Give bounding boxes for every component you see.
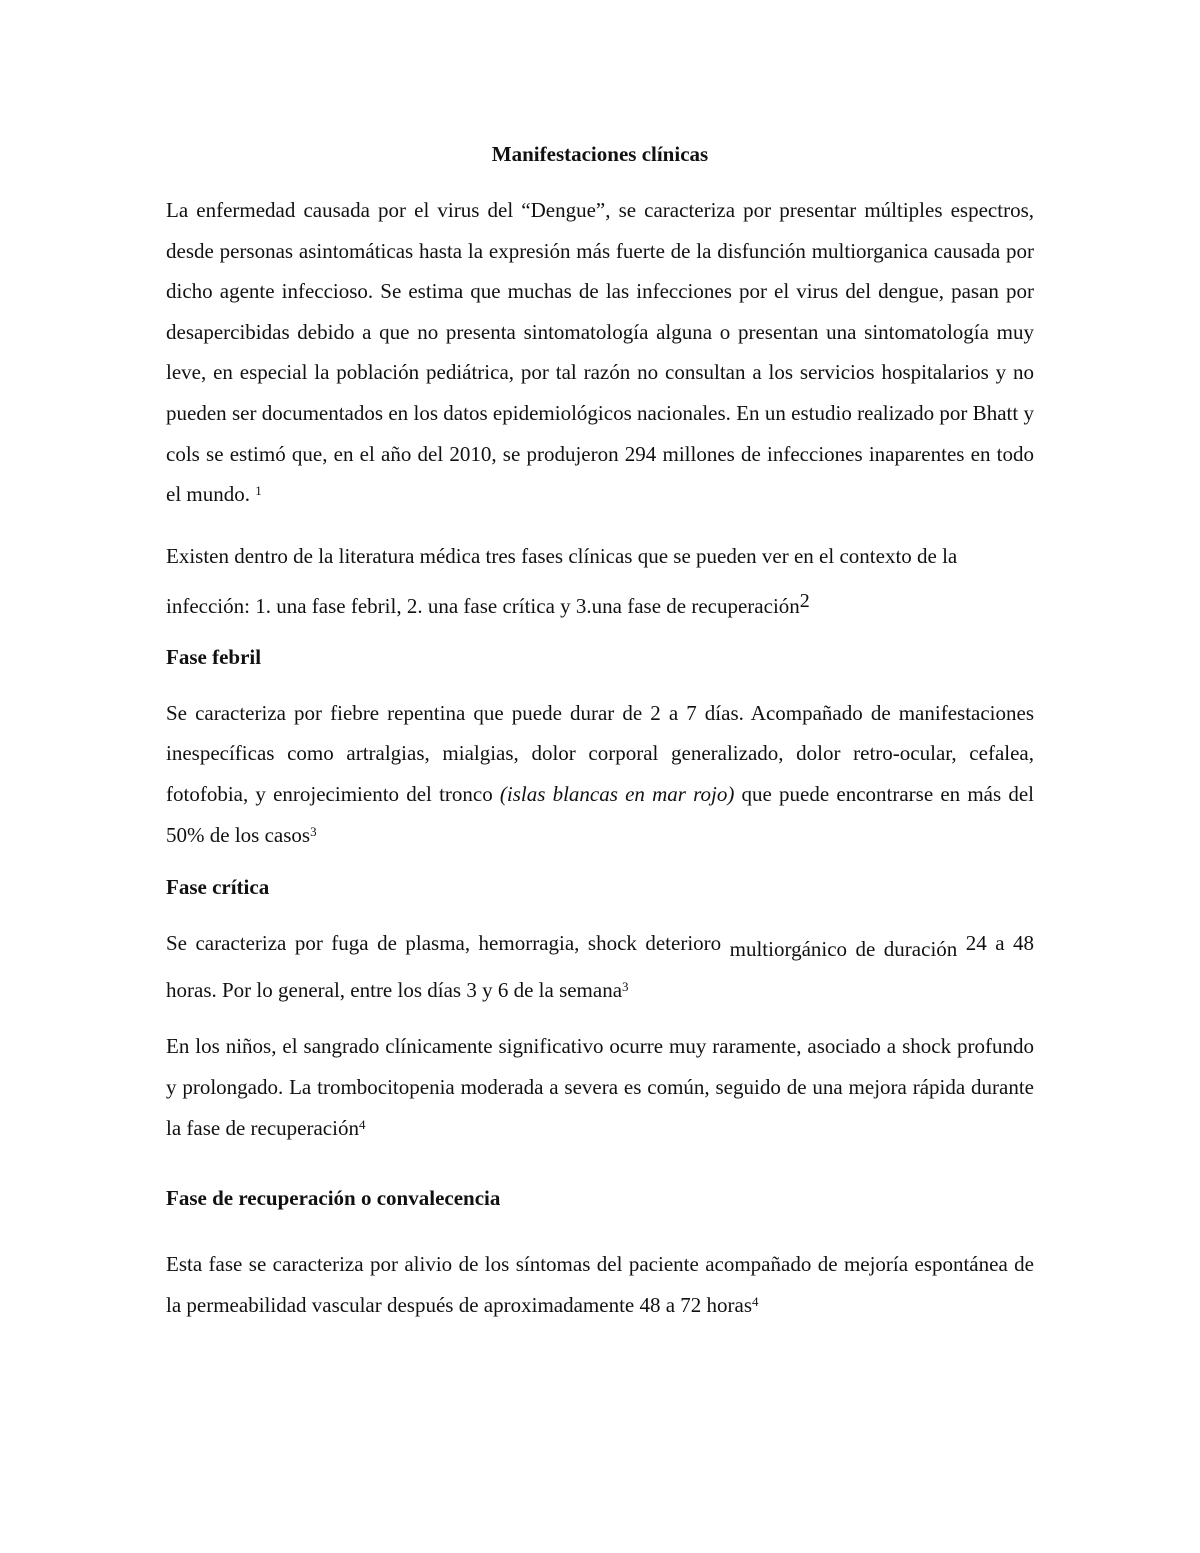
paragraph-ninos-text: En los niños, el sangrado clínicamente significativo ocurre muy raramente, asociado a shock profundo y prolongado. La trombocitopenia moderada a severa es común, seguido de una mejora rápida durante la fase de recuperación xyxy=(166,1034,1034,1140)
paragraph-febril-text-a: Se caracteriza por fiebre repentina que puede durar de 2 a 7 días. Acompañado de manifestaciones inespecíficas como artralgias, mialgias, dolor corporal generalizado, dolor retro-ocular, cefalea, fotofobia, y enrojecimiento del tronco xyxy=(166,700,1034,806)
footnote-ref-4b: 4 xyxy=(752,1293,759,1309)
paragraph-phases-text: Existen dentro de la literatura médica tres fases clínicas que se pueden ver en el contexto de la infección: 1. una fase febril, 2. una fase crítica y 3.una fase de recuperación xyxy=(166,543,958,618)
document-page xyxy=(166,138,1034,1341)
page-title: Manifestaciones clínicas xyxy=(491,142,709,166)
paragraph-intro-text: La enfermedad causada por el virus del “Dengue”, se caracteriza por presentar múltiples espectros, desde personas asintomáticas hasta la expresión más fuerte de la disfunción multiorganica causada por dicho agente infeccioso. Se estima que muchas de las infecciones por el virus del dengue, pasan por desapercibidas debido a que no presenta sintomatología alguna o presentan una sintomatología muy leve, en especial la población pediátrica, por tal razón no consultan a los servicios hospitalarios y no pueden ser documentados en los datos epidemiológicos nacionales. En un estudio realizado por Bhatt y cols se estimó que, en el año del 2010, se produjeron 294 millones de infecciones inaparentes en todo el mundo. xyxy=(166,198,1034,507)
footnote-ref-2: 2 xyxy=(799,589,810,612)
paragraph-critica-text-a: Se caracteriza por fuga de plasma, hemorragia, shock deterioro xyxy=(166,931,730,956)
paragraph-ninos xyxy=(166,1026,1034,1148)
footnote-ref-3a: 3 xyxy=(310,823,317,839)
paragraph-recuperacion-text: Esta fase se caracteriza por alivio de los síntomas del paciente acompañado de mejoría espontánea de la permeabilidad vascular después de aproximadamente 48 a 72 horas xyxy=(166,1252,1034,1317)
heading-fase-recuperacion: Fase de recuperación o convalecencia xyxy=(166,1186,501,1211)
paragraph-intro xyxy=(166,190,1034,515)
paragraph-critica xyxy=(166,923,1034,1010)
paragraph-febril-text-b: que puede encontrarse en más del 50% de los casos xyxy=(166,781,1035,847)
paragraph-phases xyxy=(166,531,1034,631)
footnote-ref-1: 1 xyxy=(255,483,262,499)
paragraph-febril xyxy=(166,693,1034,855)
heading-fase-febril: Fase febril xyxy=(166,644,262,669)
paragraph-febril-italic: (islas blancas en mar rojo) xyxy=(499,781,735,806)
footnote-ref-4a: 4 xyxy=(358,1116,366,1132)
paragraph-recuperacion xyxy=(166,1244,1034,1325)
footnote-ref-3b: 3 xyxy=(622,978,629,994)
paragraph-critica-lowered: multiorgánico de duración xyxy=(729,937,958,962)
paragraph-critica-text-b: 24 a 48 horas. Por lo general, entre los días 3 y 6 de la semana xyxy=(166,931,1035,1002)
heading-fase-critica: Fase crítica xyxy=(166,875,270,900)
